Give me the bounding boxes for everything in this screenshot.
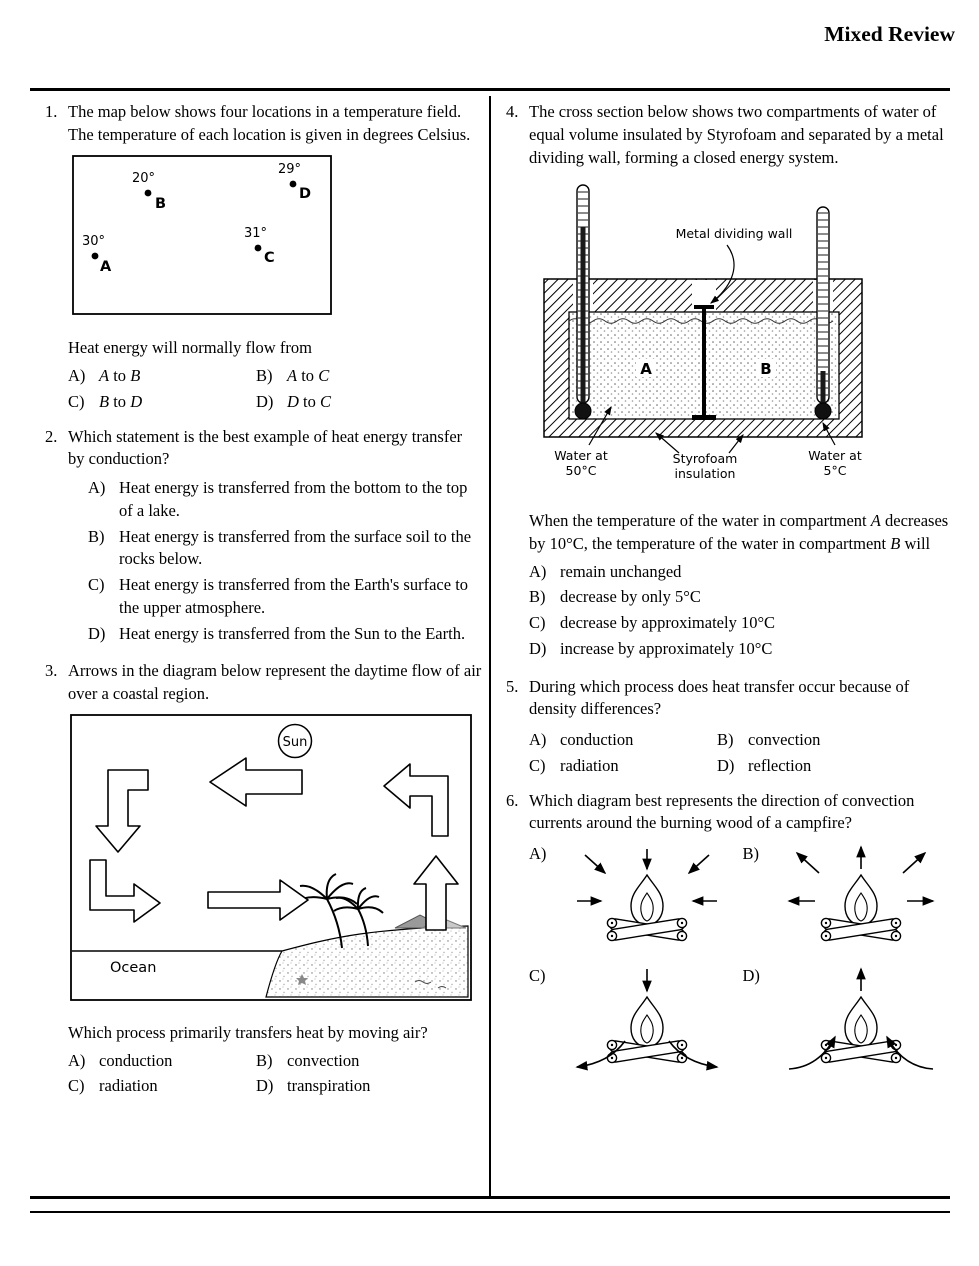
question-3-number: 3. (45, 661, 58, 681)
question-3 (45, 660, 482, 1098)
choice-5D: D) reflection (717, 755, 812, 775)
question-2-text: Which statement is the best example of heat energy transfer by conduction? (68, 426, 463, 469)
campfire-B-svg (773, 843, 951, 957)
compartment-a-label: A (640, 360, 652, 379)
question-6-number: 6. (506, 790, 519, 810)
footer-rule-2 (30, 1211, 950, 1213)
choice-1A: A) A to B (68, 366, 141, 386)
question-4-choices (529, 561, 952, 661)
question-1-prompt: Heat energy will normally flow from (68, 338, 312, 358)
coastal-airflow-figure (70, 714, 482, 1008)
choice-2B: B) Heat energy is transferred from the surface soil to the rocks below. (88, 526, 472, 569)
question-3-text: Arrows in the diagram below represent the daytime flow of air over a coastal region. (68, 661, 482, 704)
question-5-choices (529, 729, 952, 778)
campfire-drawing (821, 875, 900, 941)
campfire-C-svg (559, 965, 737, 1079)
question-6-text: Which diagram best represents the direction of convection currents around the burning wood of a campfire? (529, 790, 915, 833)
campfire-panel-C (529, 965, 739, 1079)
airflow-arrows (90, 758, 458, 930)
panel-D-label: D) (742, 966, 760, 986)
choice-3C: C) radiation (68, 1076, 158, 1096)
choice-1B: B) A to C (256, 366, 330, 386)
campfire-A-svg (559, 843, 737, 957)
sun-label: Sun (282, 735, 308, 751)
svg-text:50°C: 50°C (565, 463, 597, 479)
question-2-choices (88, 477, 482, 645)
question-4-number: 4. (506, 102, 519, 121)
header-rule (30, 88, 950, 91)
map-temp-A: 30° (82, 233, 106, 249)
map-label-C: C (264, 249, 275, 266)
left-column (45, 101, 482, 1110)
question-5-number: 5. (506, 676, 519, 696)
question-1-number: 1. (45, 102, 58, 121)
page-title: Mixed Review (824, 22, 955, 46)
choice-5C: C) radiation (529, 755, 619, 775)
map-temp-B: 20° (132, 170, 156, 186)
panel-A-label: A) (529, 844, 547, 864)
styrofoam-label (656, 433, 743, 481)
choice-4A: A) remain unchanged (529, 561, 682, 581)
thermometer-right (815, 207, 831, 419)
footer-rule-1 (30, 1196, 950, 1199)
choice-5B: B) convection (717, 730, 821, 750)
map-temp-C: 31° (244, 225, 268, 241)
cross-section-svg (529, 179, 879, 489)
svg-text:Water at: Water at (808, 448, 862, 464)
campfire-drawing (607, 875, 686, 941)
question-1-choices (68, 365, 482, 414)
question-2-number: 2. (45, 426, 58, 446)
block-arrow-bottomleft-bend (90, 860, 160, 922)
coastal-airflow-svg (70, 714, 472, 1001)
question-2 (45, 426, 482, 649)
campfire-panel-A (529, 843, 739, 957)
svg-text:Styrofoam: Styrofoam (672, 451, 738, 467)
block-arrow-top-left-pointing (210, 758, 302, 806)
panel-C-label: C) (529, 966, 546, 986)
choice-2D: D) Heat energy is transferred from the Sun to the Earth. (88, 623, 466, 643)
map-label-B: B (155, 195, 167, 212)
metal-wall-label: Metal dividing wall (675, 226, 793, 242)
choice-1C: C) B to D (68, 391, 143, 411)
choice-3A: A) conduction (68, 1050, 173, 1070)
choice-3D: D) transpiration (256, 1076, 371, 1096)
map-point-A (82, 234, 112, 275)
panel-B-label: B) (742, 844, 759, 864)
cross-section-figure (529, 179, 952, 496)
question-4 (506, 101, 952, 664)
question-3-choices (68, 1050, 482, 1099)
choice-2C: C) Heat energy is transferred from the Earth's surface to the upper atmosphere. (88, 575, 469, 617)
choice-4D: D) increase by approximately 10°C (529, 638, 773, 658)
campfire-D-svg (773, 965, 951, 1079)
map-point-C (244, 226, 275, 266)
map-point-B (132, 171, 166, 212)
choice-4C: C) decrease by approximately 10°C (529, 613, 776, 633)
temperature-map-figure (72, 155, 482, 322)
block-arrow-topright-bend (384, 764, 448, 836)
beach-scenery (72, 915, 468, 997)
choice-5A: A) conduction (529, 730, 634, 750)
sun-icon (279, 725, 312, 758)
choice-3B: B) convection (256, 1050, 360, 1070)
campfire-drawing (607, 997, 686, 1063)
question-5-text: During which process does heat transfer occur because of density differences? (529, 676, 910, 719)
campfire-drawing (821, 997, 900, 1063)
choice-1D: D) D to C (256, 391, 332, 411)
block-arrow-bottom-right-pointing (208, 880, 308, 920)
right-column (506, 101, 952, 1091)
map-label-A: A (100, 258, 112, 275)
map-border (73, 156, 331, 314)
question-3-prompt: Which process primarily transfers heat by moving air? (68, 1022, 428, 1042)
map-temp-D: 29° (278, 161, 302, 177)
column-divider (489, 96, 491, 1196)
svg-text:Water at: Water at (554, 448, 608, 464)
question-6 (506, 790, 952, 1080)
question-1-text: The map below shows four locations in a temperature field. The temperature of each location is given in degrees Celsius. (68, 102, 471, 144)
campfire-panels (529, 843, 952, 1079)
question-4-prompt: When the temperature of the water in compartment A decreases by 10°C, the temperature of the water in compartment B will (529, 511, 949, 553)
choice-2A: A) Heat energy is transferred from the bottom to the top of a lake. (88, 478, 468, 520)
question-1 (45, 101, 482, 414)
temperature-map-svg (72, 155, 332, 315)
campfire-panel-B (743, 843, 953, 957)
question-5 (506, 676, 952, 778)
svg-text:insulation: insulation (674, 466, 736, 482)
map-label-D: D (299, 185, 312, 202)
block-arrow-left-descending (96, 770, 148, 852)
compartment-b-label: B (760, 360, 772, 379)
question-4-text: The cross section below shows two compartments of water of equal volume insulated by Styrofoam and separated by a metal dividing wall, forming a closed energy system. (529, 102, 944, 167)
svg-text:5°C: 5°C (823, 463, 847, 479)
map-point-D (278, 162, 311, 202)
thermometer-left (575, 185, 591, 419)
campfire-panel-D (743, 965, 953, 1079)
ocean-label: Ocean (110, 960, 157, 977)
choice-4B: B) decrease by only 5°C (529, 587, 701, 607)
